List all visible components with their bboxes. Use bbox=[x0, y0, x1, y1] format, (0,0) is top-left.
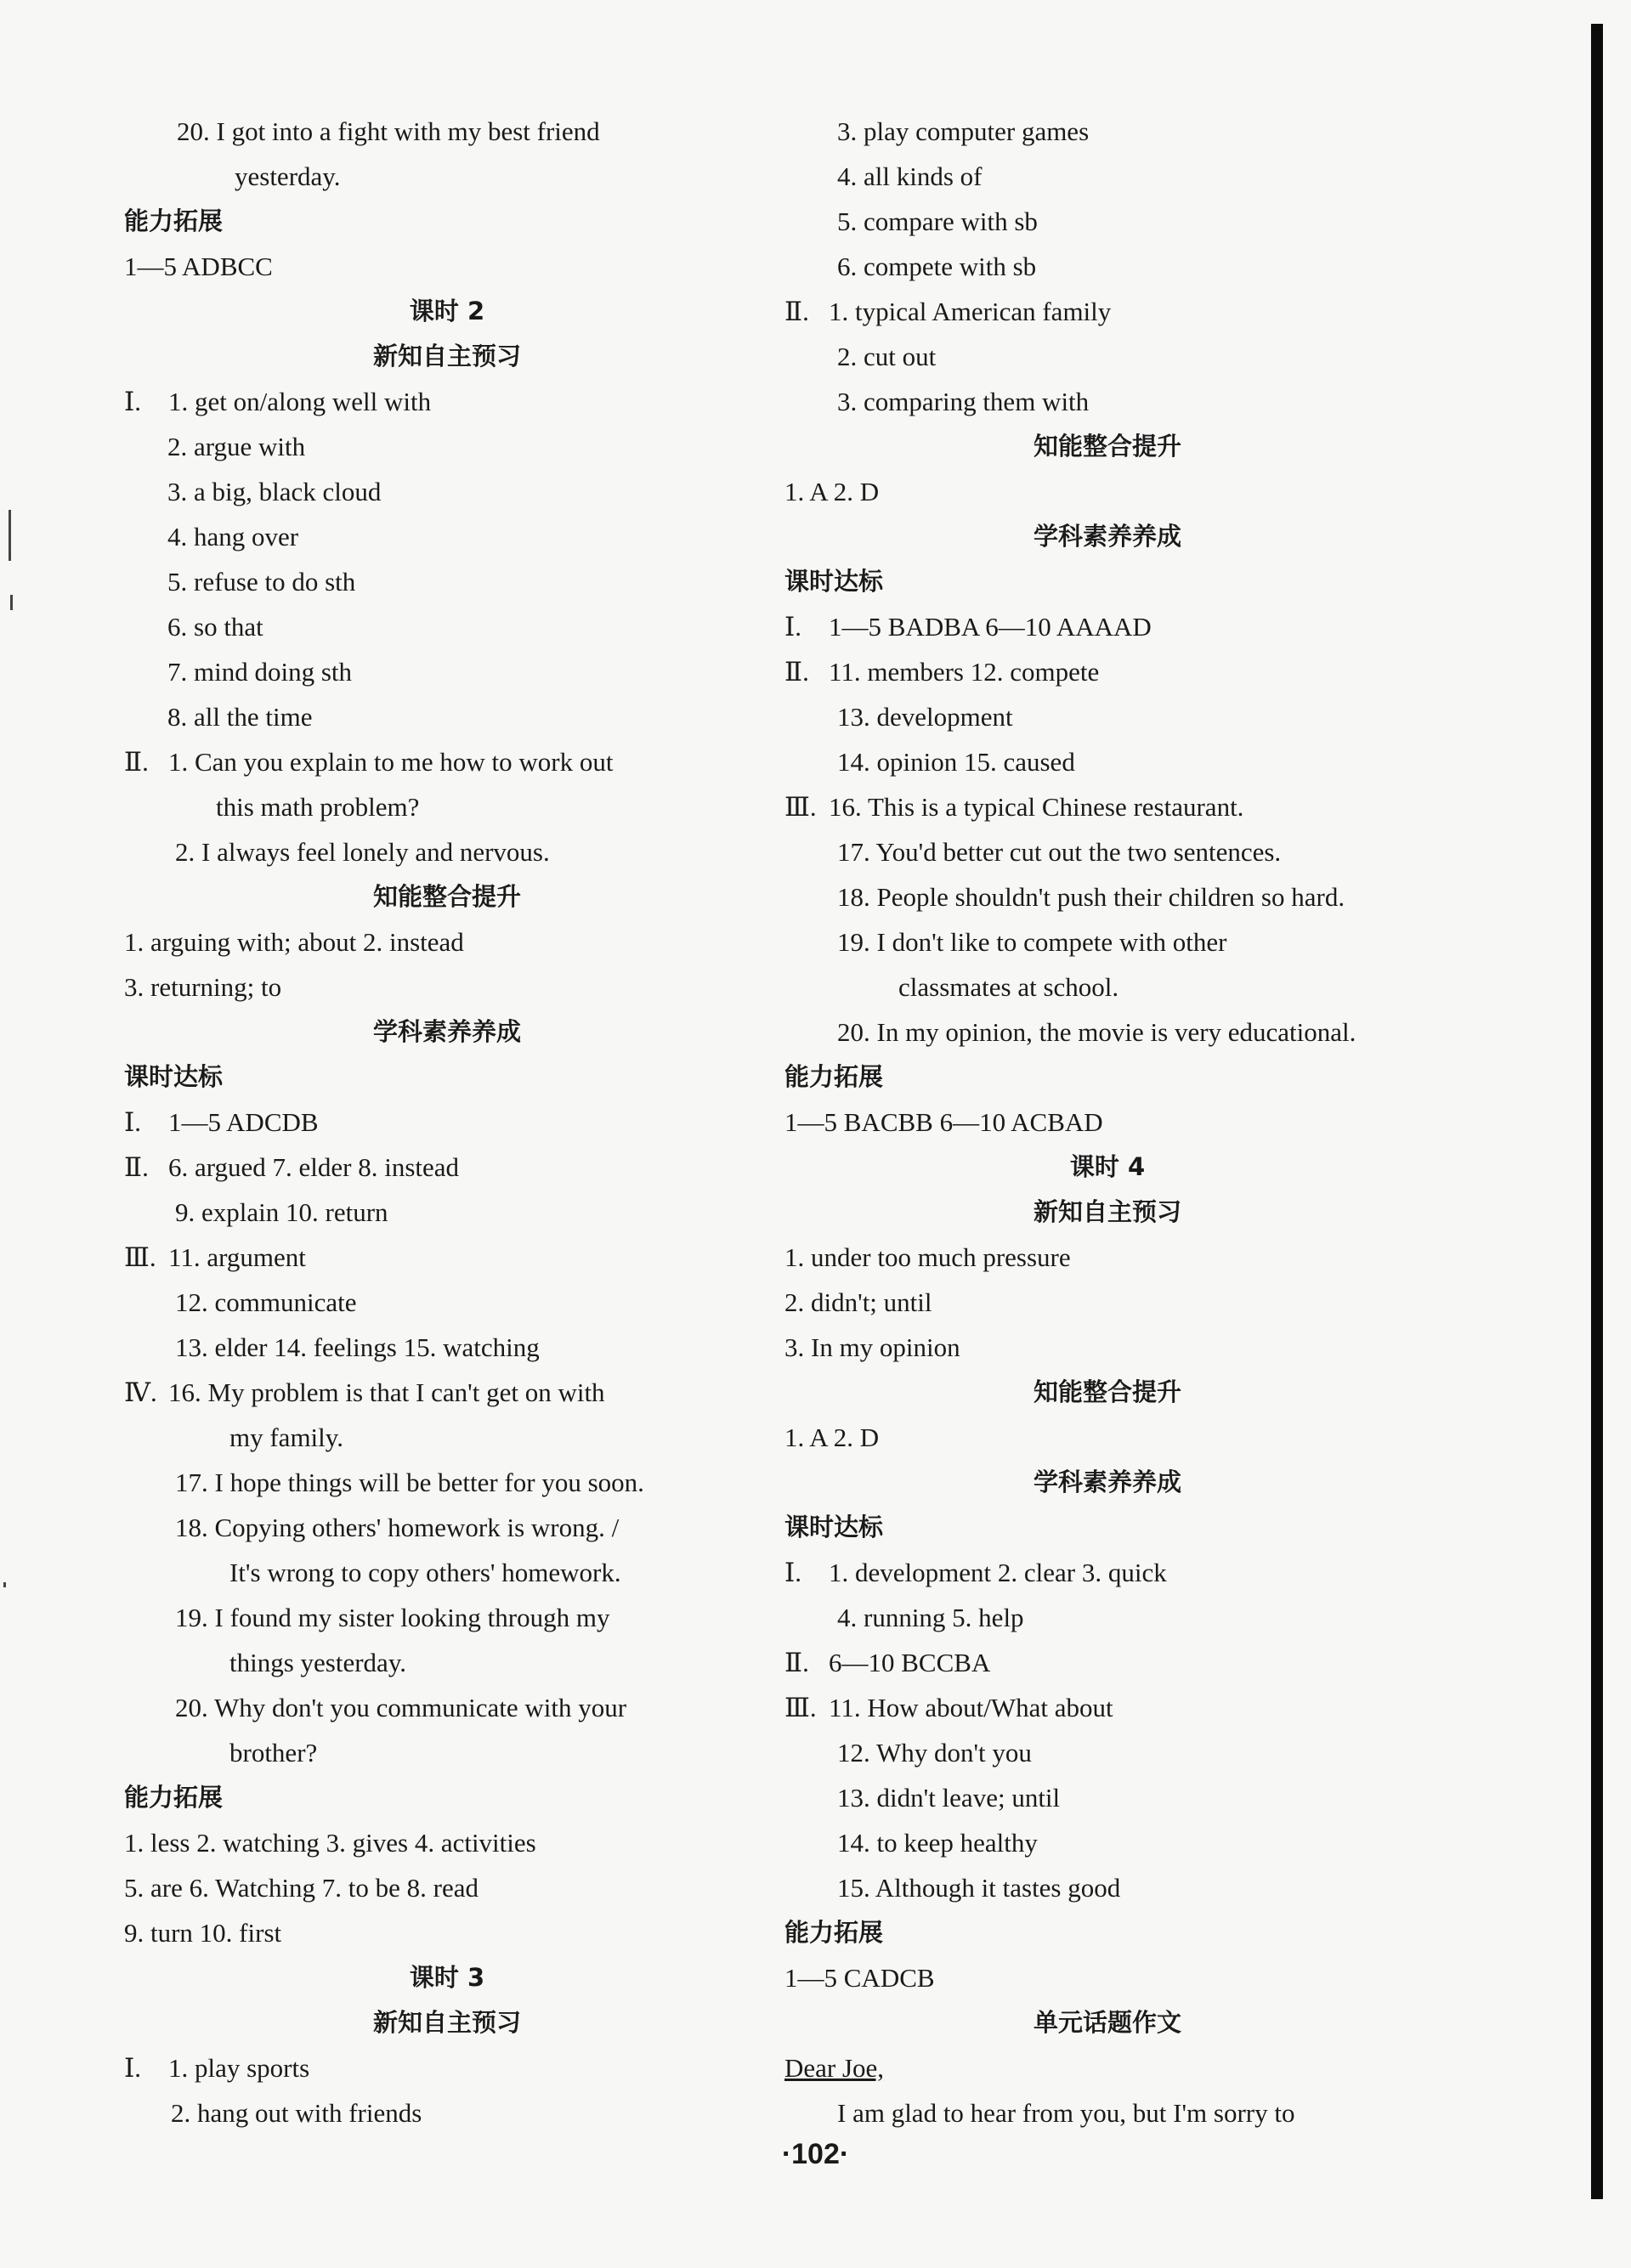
answer-text: 1. A 2. D bbox=[784, 1422, 880, 1452]
roman-numeral: Ⅱ. bbox=[784, 297, 809, 326]
answer-line bbox=[784, 289, 1430, 334]
roman-numeral: Ⅲ. bbox=[124, 1242, 156, 1272]
answer-text: 20. In my opinion, the movie is very educational. bbox=[837, 1017, 1356, 1047]
roman-numeral: Ⅰ. bbox=[124, 1107, 141, 1137]
section-heading: 新知自主预习 bbox=[372, 342, 521, 370]
answer-line bbox=[124, 1685, 770, 1730]
answer-line bbox=[784, 1280, 1430, 1325]
answer-text: 5. refuse to do sth bbox=[167, 567, 356, 597]
answer-line bbox=[124, 1325, 770, 1370]
answer-text: 13. development bbox=[837, 702, 1013, 732]
answer-line bbox=[784, 1325, 1430, 1370]
answer-line bbox=[124, 1370, 770, 1415]
answer-text: 1—5 CADCB bbox=[784, 1963, 935, 1993]
answer-line bbox=[784, 244, 1430, 289]
answer-line bbox=[784, 1730, 1430, 1775]
answer-text: yesterday. bbox=[235, 161, 341, 191]
subsection-heading: 课时达标 bbox=[784, 567, 884, 596]
subsection-heading: 能力拓展 bbox=[124, 1783, 224, 1812]
answer-text: 4. all kinds of bbox=[837, 161, 983, 191]
answer-line bbox=[784, 334, 1430, 379]
answer-line bbox=[784, 964, 1430, 1010]
answer-text: 1. play sports bbox=[168, 2053, 310, 2083]
section-heading: 知能整合提升 bbox=[1033, 432, 1181, 461]
answer-line bbox=[124, 1505, 770, 1550]
answer-line bbox=[124, 379, 770, 424]
answer-line bbox=[124, 1820, 770, 1865]
answer-line bbox=[124, 559, 770, 604]
answer-line bbox=[124, 1640, 770, 1685]
answer-text: 8. all the time bbox=[167, 702, 313, 732]
answer-line bbox=[784, 1865, 1430, 1910]
answer-line bbox=[124, 1460, 770, 1505]
answer-line bbox=[124, 154, 770, 199]
subsection-heading: 能力拓展 bbox=[784, 1062, 884, 1091]
answer-text: 1—5 ADCDB bbox=[168, 1107, 319, 1137]
answer-line bbox=[784, 1955, 1430, 2000]
answer-text: 3. returning; to bbox=[124, 972, 282, 1002]
answer-text: 1. development 2. clear 3. quick bbox=[829, 1558, 1167, 1587]
answer-line bbox=[784, 2090, 1430, 2135]
answer-line bbox=[784, 649, 1430, 694]
answer-text: 19. I don't like to compete with other bbox=[837, 927, 1227, 957]
answer-text: 6—10 BCCBA bbox=[829, 1648, 991, 1677]
answer-line bbox=[784, 694, 1430, 739]
subsection-heading: 能力拓展 bbox=[784, 1918, 884, 1947]
answer-line bbox=[784, 469, 1430, 514]
answer-text: this math problem? bbox=[216, 792, 420, 822]
answer-text: 20. Why don't you communicate with your bbox=[175, 1693, 627, 1722]
answer-text: 1—5 ADBCC bbox=[124, 252, 273, 281]
answer-text: Dear Joe, bbox=[784, 2053, 885, 2083]
answer-text: 16. This is a typical Chinese restaurant. bbox=[829, 792, 1244, 822]
answer-text: It's wrong to copy others' homework. bbox=[229, 1558, 621, 1587]
answer-text: 2. I always feel lonely and nervous. bbox=[175, 837, 550, 867]
answer-text: 18. People shouldn't push their children so hard. bbox=[837, 882, 1345, 912]
answer-line bbox=[784, 1685, 1430, 1730]
answer-text: 14. to keep healthy bbox=[837, 1828, 1038, 1858]
section-heading: 新知自主预习 bbox=[372, 2008, 521, 2037]
answer-line bbox=[124, 604, 770, 649]
answer-text: 3. a big, black cloud bbox=[167, 477, 382, 506]
answer-line bbox=[784, 1235, 1430, 1280]
answer-text: classmates at school. bbox=[898, 972, 1119, 1002]
answer-line bbox=[124, 109, 770, 154]
answer-text: 12. Why don't you bbox=[837, 1738, 1032, 1767]
page-number: ·102· bbox=[781, 2138, 850, 2170]
answer-text: 11. argument bbox=[168, 1242, 306, 1272]
answer-text: 6. argued 7. elder 8. instead bbox=[168, 1152, 460, 1182]
answer-text: 1. less 2. watching 3. gives 4. activities bbox=[124, 1828, 536, 1858]
answer-line bbox=[124, 739, 770, 784]
answer-line bbox=[124, 424, 770, 469]
answer-line bbox=[124, 919, 770, 964]
roman-numeral: Ⅲ. bbox=[784, 792, 817, 822]
answer-line bbox=[784, 154, 1430, 199]
answer-text: my family. bbox=[229, 1422, 344, 1452]
answer-line bbox=[124, 1415, 770, 1460]
answer-line bbox=[124, 1280, 770, 1325]
answer-text: 5. compare with sb bbox=[837, 206, 1038, 236]
answer-text: 19. I found my sister looking through my bbox=[175, 1603, 610, 1632]
answer-text: 1. typical American family bbox=[829, 297, 1112, 326]
answer-line bbox=[784, 2045, 1430, 2090]
answer-text: 3. comparing them with bbox=[837, 387, 1090, 416]
scan-mark bbox=[8, 510, 11, 561]
answer-line bbox=[784, 109, 1430, 154]
roman-numeral: Ⅱ. bbox=[784, 1648, 809, 1677]
roman-numeral: Ⅰ. bbox=[784, 1558, 801, 1587]
answer-text: 9. explain 10. return bbox=[175, 1197, 388, 1227]
answer-line bbox=[784, 1100, 1430, 1145]
answer-text: 1—5 BACBB 6—10 ACBAD bbox=[784, 1107, 1103, 1137]
subsection-heading: 能力拓展 bbox=[124, 206, 224, 235]
subsection-heading: 课时达标 bbox=[124, 1062, 224, 1091]
section-heading: 知能整合提升 bbox=[1033, 1377, 1181, 1406]
roman-numeral: Ⅰ. bbox=[124, 2053, 141, 2083]
answer-line bbox=[124, 469, 770, 514]
section-heading: 学科素养养成 bbox=[372, 1017, 521, 1046]
answer-line bbox=[784, 199, 1430, 244]
section-heading: 课时 4 bbox=[1069, 1152, 1146, 1181]
answer-line bbox=[124, 1100, 770, 1145]
answer-text: 17. You'd better cut out the two sentences. bbox=[837, 837, 1282, 867]
answer-text: 15. Although it tastes good bbox=[837, 1873, 1121, 1903]
roman-numeral: Ⅳ. bbox=[124, 1377, 157, 1407]
answer-text: 12. communicate bbox=[175, 1287, 357, 1317]
subsection-heading: 课时达标 bbox=[784, 1513, 884, 1541]
left-column bbox=[124, 109, 770, 2135]
answer-line bbox=[124, 694, 770, 739]
answer-text: 9. turn 10. first bbox=[124, 1918, 282, 1948]
roman-numeral: Ⅰ. bbox=[124, 387, 141, 416]
answer-line bbox=[784, 919, 1430, 964]
answer-line bbox=[124, 2090, 770, 2135]
answer-text: 16. My problem is that I can't get on with bbox=[168, 1377, 605, 1407]
answer-text: 1. get on/along well with bbox=[168, 387, 432, 416]
answer-text: brother? bbox=[229, 1738, 318, 1767]
answer-line bbox=[124, 1235, 770, 1280]
answer-line bbox=[784, 829, 1430, 874]
answer-text: things yesterday. bbox=[229, 1648, 407, 1677]
roman-numeral: Ⅱ. bbox=[124, 747, 149, 777]
roman-numeral: Ⅱ. bbox=[124, 1152, 149, 1182]
answer-line bbox=[124, 784, 770, 829]
section-heading: 知能整合提升 bbox=[372, 882, 521, 911]
roman-numeral: Ⅲ. bbox=[784, 1693, 817, 1722]
answer-text: 3. In my opinion bbox=[784, 1332, 960, 1362]
answer-line bbox=[124, 1190, 770, 1235]
answer-line bbox=[784, 1775, 1430, 1820]
section-heading: 课时 3 bbox=[409, 1963, 485, 1992]
answer-text: 4. hang over bbox=[167, 522, 299, 551]
answer-text: 1. Can you explain to me how to work out bbox=[168, 747, 614, 777]
scan-mark bbox=[10, 595, 13, 610]
answer-text: 14. opinion 15. caused bbox=[837, 747, 1075, 777]
answer-text: 18. Copying others' homework is wrong. / bbox=[175, 1513, 620, 1542]
answer-text: 1. under too much pressure bbox=[784, 1242, 1071, 1272]
answer-text: 11. How about/What about bbox=[829, 1693, 1113, 1722]
answer-line bbox=[784, 379, 1430, 424]
answer-line bbox=[784, 874, 1430, 919]
section-heading: 课时 2 bbox=[409, 297, 485, 325]
answer-text: 3. play computer games bbox=[837, 116, 1090, 146]
answer-line bbox=[784, 1820, 1430, 1865]
answer-line bbox=[124, 1910, 770, 1955]
answer-text: I am glad to hear from you, but I'm sorry to bbox=[837, 2098, 1295, 2128]
answer-line bbox=[124, 2045, 770, 2090]
scan-mark bbox=[3, 1582, 6, 1587]
roman-numeral: Ⅱ. bbox=[784, 657, 809, 687]
answer-text: 7. mind doing sth bbox=[167, 657, 353, 687]
section-heading: 学科素养养成 bbox=[1033, 522, 1181, 551]
answer-line bbox=[784, 604, 1430, 649]
answer-line bbox=[124, 1730, 770, 1775]
answer-text: 6. compete with sb bbox=[837, 252, 1037, 281]
answer-text: 17. I hope things will be better for you soon. bbox=[175, 1468, 644, 1497]
answer-line bbox=[784, 1415, 1430, 1460]
answer-line bbox=[784, 1640, 1430, 1685]
section-heading: 学科素养养成 bbox=[1033, 1468, 1181, 1496]
answer-line bbox=[124, 1145, 770, 1190]
answer-line bbox=[124, 829, 770, 874]
answer-text: 6. so that bbox=[167, 612, 263, 642]
roman-numeral: Ⅰ. bbox=[784, 612, 801, 642]
page-edge-bar bbox=[1591, 24, 1603, 2199]
answer-text: 2. cut out bbox=[837, 342, 937, 371]
answer-line bbox=[124, 244, 770, 289]
answer-text: 1. arguing with; about 2. instead bbox=[124, 927, 464, 957]
answer-line bbox=[784, 1595, 1430, 1640]
answer-text: 2. argue with bbox=[167, 432, 306, 461]
answer-line bbox=[124, 1865, 770, 1910]
section-heading: 单元话题作文 bbox=[1033, 2008, 1181, 2037]
answer-line bbox=[784, 1010, 1430, 1055]
answer-text: 4. running 5. help bbox=[837, 1603, 1024, 1632]
answer-text: 2. hang out with friends bbox=[171, 2098, 422, 2128]
answer-line bbox=[124, 1550, 770, 1595]
answer-text: 1—5 BADBA 6—10 AAAAD bbox=[829, 612, 1152, 642]
answer-line bbox=[784, 1550, 1430, 1595]
answer-text: 5. are 6. Watching 7. to be 8. read bbox=[124, 1873, 479, 1903]
answer-line bbox=[124, 964, 770, 1010]
right-column bbox=[784, 109, 1430, 2135]
answer-text: 1. A 2. D bbox=[784, 477, 880, 506]
answer-text: 20. I got into a fight with my best friend bbox=[177, 116, 600, 146]
answer-line bbox=[784, 739, 1430, 784]
answer-line bbox=[124, 1595, 770, 1640]
answer-text: 11. members 12. compete bbox=[829, 657, 1100, 687]
answer-line bbox=[124, 514, 770, 559]
answer-line bbox=[124, 649, 770, 694]
answer-text: 2. didn't; until bbox=[784, 1287, 932, 1317]
section-heading: 新知自主预习 bbox=[1033, 1197, 1181, 1226]
answer-text: 13. didn't leave; until bbox=[837, 1783, 1061, 1813]
answer-line bbox=[784, 784, 1430, 829]
answer-text: 13. elder 14. feelings 15. watching bbox=[175, 1332, 540, 1362]
